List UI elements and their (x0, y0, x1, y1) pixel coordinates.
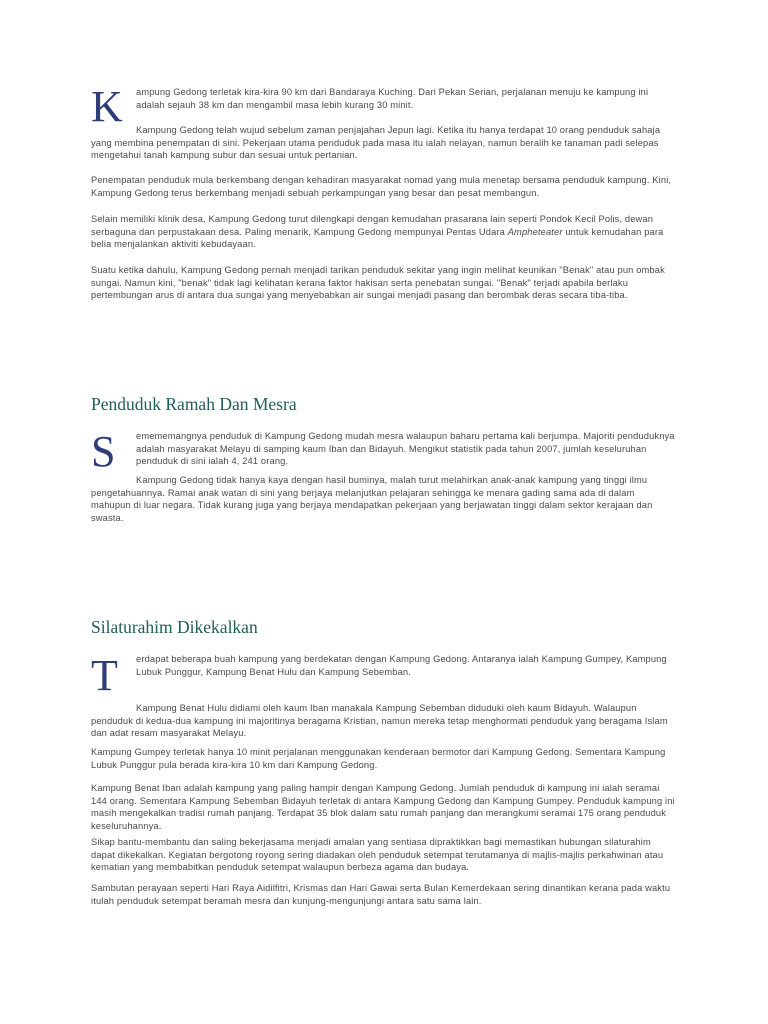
paragraph: ampung Gedong terletak kira-kira 90 km dari Bandaraya Kuching. Dari Pekan Serian, perjalanan menuju ke kampung ini adalah sejauh 38 km dan mengambil masa lebih kurang 30 minit. (136, 87, 649, 110)
paragraph: erdapat beberapa buah kampung yang berdekatan dengan Kampung Gedong. Antaranya ialah Kampung Gumpey, Kampung Lubuk Punggur, Kampung Benat Hulu dan Kampung Sebemban. (136, 654, 667, 677)
paragraph: emememangnya penduduk di Kampung Gedong mudah mesra walaupun baharu pertama kali berjumpa. Majoriti penduduknya adalah masyarakat Melayu di samping kaum Iban dan Bidayuh. Mengikut statistik pada tahun 2007, jumlah keseluruhan penduduk di sini ialah 4, 241 orang. (136, 431, 675, 467)
paragraph: Kampung Benat Hulu didiami oleh kaum Iban manakala Kampung Sebemban diduduki oleh kaum Bidayuh. Walaupun penduduk di kedua-dua kampung ini majoritinya beragama Kristian, namun mereka tetap menghormati penduduk yang beragama Islam dan adat resam masyarakat Melayu. (91, 703, 668, 739)
italic-term: Ampheteater (507, 226, 563, 237)
dropcap-t: T (91, 651, 118, 700)
paragraph: Kampung Gedong tidak hanya kaya dengan hasil buminya, malah turut melahirkan anak-anak kampung yang tinggi ilmu pengetahuannya. Ramai anak watan di sini yang berjaya melanjutkan pelajaran sehingga ke menara gading sama ada di dalam mahupun di luar negara. Tidak kurang juga yang berjaya mendapatkan pekerjaan yang berjawatan tinggi dalam sektor kerajaan dan swasta. (91, 475, 653, 523)
paragraph-text: Selain memiliki klinik desa, Kampung Gedong turut dilengkapi dengan kemudahan prasarana lain seperti Pondok Kecil Polis, dewan serbaguna dan perpustakaan desa. Paling menarik, Kampung Gedong mempunyai Pentas Udara (91, 214, 654, 237)
paragraph: Suatu ketika dahulu, Kampung Gedong pernah menjadi tarikan penduduk sekitar yang ingin melihat keunikan "Benak" atau pun ombak sungai. Namun kini, "benak" tidak lagi kelihatan kerana faktor hakisan serta penebatan sungai. "Benak" terjadi apabila berlaku pertembungan arus di antara dua sungai yang menyebabkan air sungai menjadi pasang dan berombak deras secara tiba-tiba. (91, 265, 665, 301)
paragraph: Penempatan penduduk mula berkembang dengan kehadiran masyarakat nomad yang mula menetap bersama penduduk kampung. Kini, Kampung Gedong terus berkembang menjadi sebuah perkampungan yang besar dan pesat membangun. (91, 175, 672, 198)
section-heading: Penduduk Ramah Dan Mesra (91, 394, 297, 414)
paragraph: Kampung Gedong telah wujud sebelum zaman penjajahan Jepun lagi. Ketika itu hanya terdapat 10 orang penduduk sahaja yang membina penempatan di sini. Pekerjaan utama penduduk pada masa itu ialah nelayan, namun beralih ke tanaman padi selepas mengetahui tanah kampung subur dan sesuai untuk pertanian. (91, 125, 661, 161)
section-heading: Silaturahim Dikekalkan (91, 617, 258, 637)
paragraph: Kampung Gumpey terletak hanya 10 minit perjalanan menggunakan kenderaan bermotor dari Kampung Gedong. Sementara Kampung Lubuk Punggur pula berada kira-kira 10 km dari Kampung Gedong. (91, 747, 666, 770)
paragraph: Sikap bantu-membantu dan saling bekerjasama menjadi amalan yang sentiasa dipraktikkan bagi memastikan hubungan silaturahim dapat dikekalkan. Kegiatan bergotong royong sering diadakan oleh penduduk setempat terutamanya di majlis-majlis perkahwinan atau kematian yang membabitkan penduduk setempat walaupun berbeza agama dan budaya. (91, 837, 664, 873)
dropcap-k: K (91, 82, 123, 131)
paragraph-text: untuk kemudahan para belia menjalankan aktiviti kebudayaan. (91, 226, 664, 250)
paragraph: Sambutan perayaan seperti Hari Raya Aidilfitri, Krismas dan Hari Gawai serta Bulan Kemerdekaan sering dinantikan kerana pada waktu itulah penduduk setempat beramah mesra dan kunjung-mengunjungi antara satu sama lain. (91, 883, 671, 906)
paragraph (91, 213, 676, 251)
dropcap-s: S (91, 427, 116, 476)
paragraph: Kampung Benat Iban adalah kampung yang paling hampir dengan Kampung Gedong. Jumlah penduduk di kampung ini ialah seramai 144 orang. Sementara Kampung Sebemban Bidayuh terletak di antara Kampung Gedong dan Kampung Gumpey. Penduduk kampung ini masih mengekalkan tradisi rumah panjang. Terdapat 35 blok dalam satu rumah panjang dan merangkumi seramai 175 orang penduduk keseluruhannya. (91, 783, 675, 831)
